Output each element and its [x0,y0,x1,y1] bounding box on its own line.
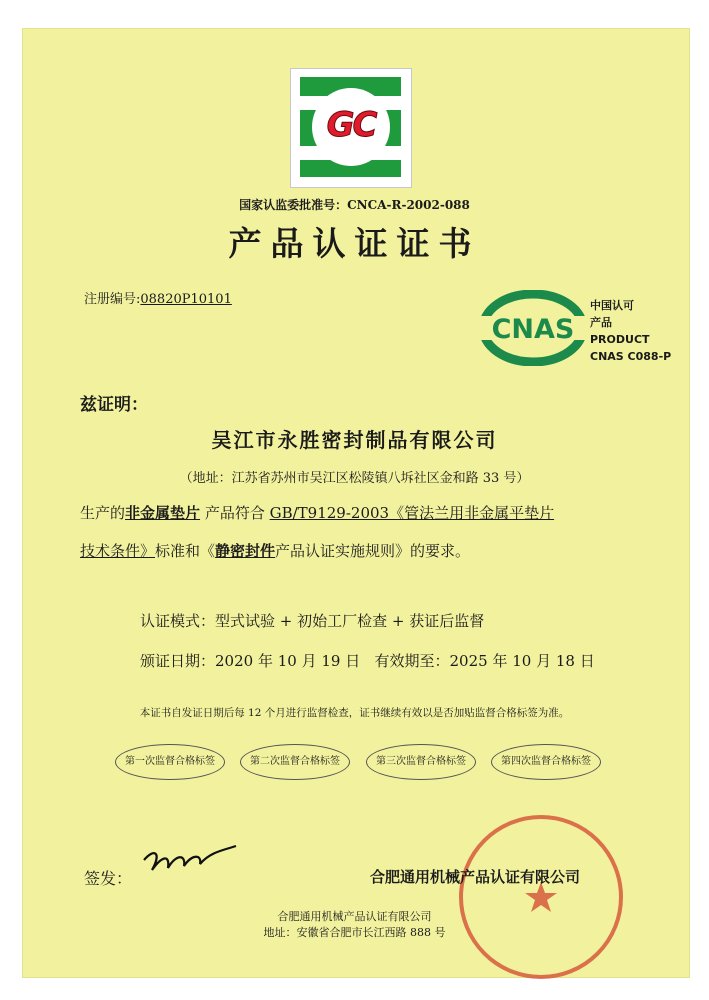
surveillance-note: 本证书自发证日期后每 12 个月进行监督检查，证书继续有效以是否加贴监督合格标签为准。 [139,707,570,719]
registration-number: 注册编号:08820P10101 [84,292,232,307]
product-name: 非金属垫片 [125,504,201,522]
gc-logo-text: GC [326,105,376,145]
certificate-title: 产品认证证书 [228,224,481,263]
issue-date: 颁证日期：2020 年 10 月 19 日 [140,652,361,670]
surveillance-label-1: 第一次监督合格标签 [115,744,225,780]
company-address: （地址：江苏省苏州市吴江区松陵镇八坼社区金和路 33 号） [179,471,530,486]
statement-line-1: 生产的非金属垫片 产品符合 GB/T9129-2003《管法兰用非金属平垫片 [80,504,555,522]
rule-product: 静密封件 [215,542,276,560]
footer-company: 合肥通用机械产品认证有限公司 [277,910,432,923]
cnas-logo [478,290,588,366]
sign-label: 签发： [84,869,133,888]
statement-line-2: 技术条件》标准和《静密封件产品认证实施规则》的要求。 [80,542,471,560]
cnas-accreditation-text: 中国认可 产品 PRODUCT CNAS C088-P [590,299,672,363]
company-seal [456,812,626,982]
footer-address: 地址：安徽省合肥市长江西路 888 号 [263,926,446,939]
hereby-certify: 兹证明： [80,395,148,415]
signature [140,842,240,882]
issuing-body: 合肥通用机械产品认证有限公司 [370,868,581,886]
dates [140,650,595,671]
cnas-mark: CNAS [491,314,575,345]
certification-mode: 认证模式：型式试验 + 初始工厂检查 + 获证后监督 [140,612,485,630]
standard: GB/T9129-2003《管法兰用非金属平垫片 [269,504,555,522]
surveillance-label-4: 第四次监督合格标签 [491,744,601,780]
company-name: 吴江市永胜密封制品有限公司 [211,428,498,452]
gc-logo [290,68,412,188]
approval-number: 国家认监委批准号：CNCA-R-2002-088 [239,198,470,212]
valid-until: 有效期至：2025 年 10 月 18 日 [374,652,595,670]
registration-value: 08820P10101 [140,292,232,307]
surveillance-label-2: 第二次监督合格标签 [240,744,350,780]
surveillance-label-3: 第三次监督合格标签 [366,744,476,780]
